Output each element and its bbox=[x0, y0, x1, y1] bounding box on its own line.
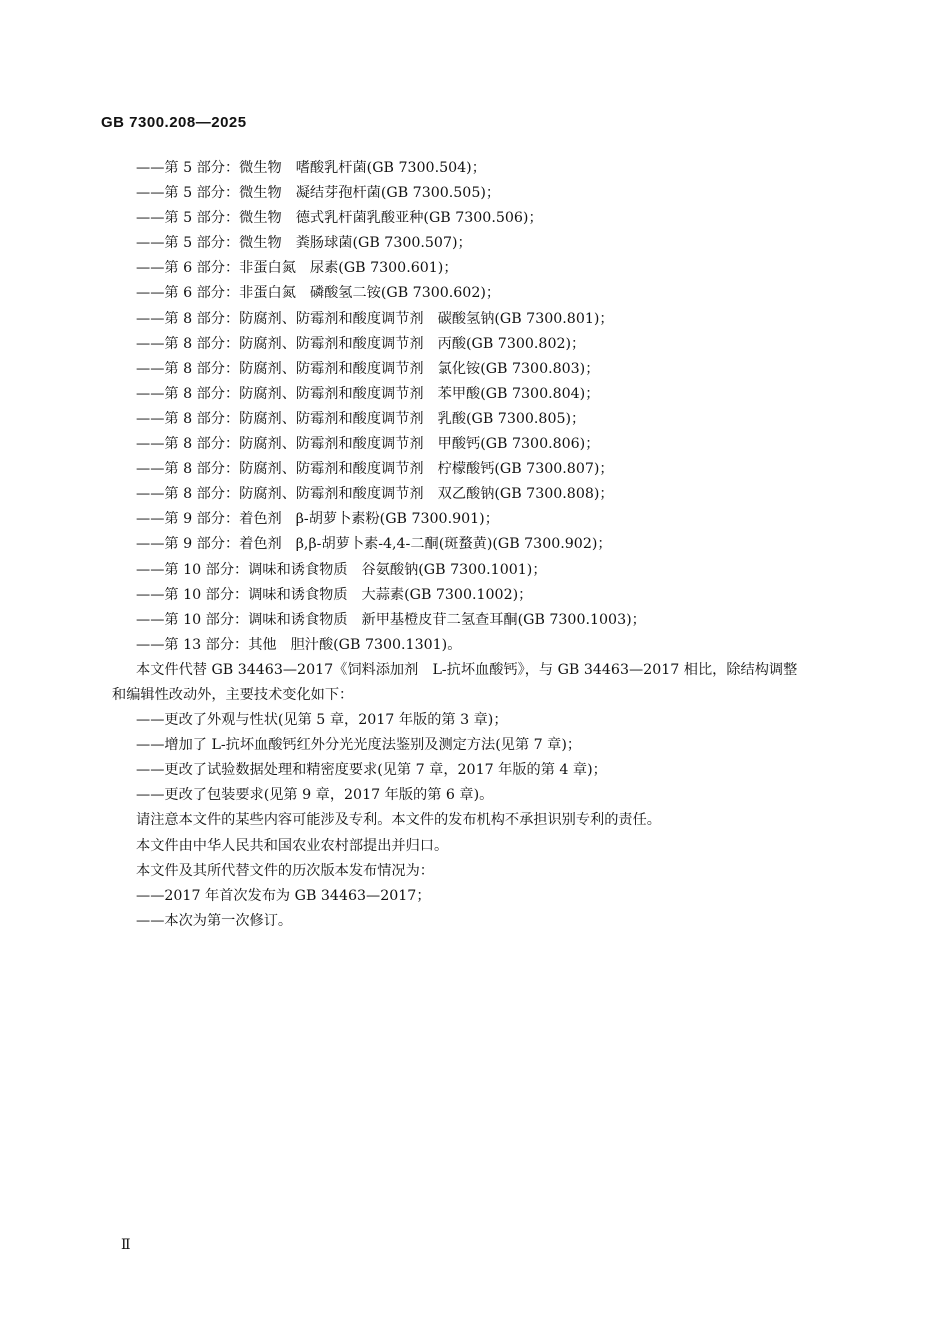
list-item: ——更改了外观与性状(见第 5 章，2017 年版的第 3 章)； bbox=[136, 712, 508, 729]
list-item: ——第 6 部分：非蛋白氮 磷酸氢二铵(GB 7300.602)； bbox=[136, 285, 501, 302]
list-item: ——第 5 部分：微生物 凝结芽孢杆菌(GB 7300.505)； bbox=[136, 185, 501, 202]
list-item: ——第 10 部分：调味和诱食物质 大蒜素(GB 7300.1002)； bbox=[136, 586, 533, 603]
list-item: ——第 8 部分：防腐剂、防霉剂和酸度调节剂 柠檬酸钙(GB 7300.807)； bbox=[136, 461, 614, 478]
list-item: ——第 6 部分：非蛋白氮 尿素(GB 7300.601)； bbox=[136, 260, 458, 277]
list-item: ——第 13 部分：其他 胆汁酸(GB 7300.1301)。 bbox=[136, 636, 462, 653]
list-item: ——第 5 部分：微生物 嗜酸乳杆菌(GB 7300.504)； bbox=[136, 160, 486, 176]
history-list bbox=[112, 884, 842, 934]
list-item: ——更改了包装要求(见第 9 章，2017 年版的第 6 章)。 bbox=[136, 787, 494, 804]
list-item: ——增加了 L-抗坏血酸钙红外分光光度法鉴别及测定方法(见第 7 章)； bbox=[136, 737, 582, 754]
patent-note: 请注意本文件的某些内容可能涉及专利。本文件的发布机构不承担识别专利的责任。 bbox=[136, 812, 661, 829]
document-body bbox=[112, 156, 842, 934]
replacement-paragraph-line-2: 和编辑性改动外，主要技术变化如下： bbox=[112, 686, 354, 703]
list-item: ——第 8 部分：防腐剂、防霉剂和酸度调节剂 碳酸氢钠(GB 7300.801)； bbox=[136, 310, 614, 327]
part-list bbox=[112, 156, 842, 658]
proposer-statement: 本文件由中华人民共和国农业农村部提出并归口。 bbox=[136, 837, 449, 854]
list-item: ——第 8 部分：防腐剂、防霉剂和酸度调节剂 丙酸(GB 7300.802)； bbox=[136, 335, 586, 352]
list-item: ——第 8 部分：防腐剂、防霉剂和酸度调节剂 双乙酸钠(GB 7300.808)； bbox=[136, 486, 614, 503]
list-item: ——第 9 部分：着色剂 β,β-胡萝卜素-4,4-二酮(斑蝥黄)(GB 7300.902)； bbox=[136, 536, 612, 553]
document-id-header: GB 7300.208—2025 bbox=[101, 114, 247, 131]
list-item: ——第 8 部分：防腐剂、防霉剂和酸度调节剂 甲酸钙(GB 7300.806)； bbox=[136, 436, 600, 453]
list-item: ——第 9 部分：着色剂 β-胡萝卜素粉(GB 7300.901)； bbox=[136, 511, 499, 528]
list-item: ——2017 年首次发布为 GB 34463—2017； bbox=[136, 887, 431, 904]
list-item: ——第 10 部分：调味和诱食物质 谷氨酸钠(GB 7300.1001)； bbox=[136, 561, 547, 578]
changes-list bbox=[112, 708, 842, 808]
list-item: ——更改了试验数据处理和精密度要求(见第 7 章，2017 年版的第 4 章)； bbox=[136, 762, 607, 779]
list-item: ——第 8 部分：防腐剂、防霉剂和酸度调节剂 乳酸(GB 7300.805)； bbox=[136, 410, 586, 427]
list-item: ——第 10 部分：调味和诱食物质 新甲基橙皮苷二氢查耳酮(GB 7300.1003)； bbox=[136, 611, 646, 628]
list-item: ——第 8 部分：防腐剂、防霉剂和酸度调节剂 氯化铵(GB 7300.803)； bbox=[136, 360, 600, 377]
list-item: ——第 8 部分：防腐剂、防霉剂和酸度调节剂 苯甲酸(GB 7300.804)； bbox=[136, 385, 600, 402]
list-item: ——本次为第一次修订。 bbox=[136, 912, 293, 929]
history-intro: 本文件及其所代替文件的历次版本发布情况为： bbox=[136, 862, 434, 879]
replacement-paragraph-line-1: 本文件代替 GB 34463—2017《饲料添加剂 L-抗坏血酸钙》，与 GB 34463—2017 相比，除结构调整 bbox=[136, 661, 798, 678]
list-item: ——第 5 部分：微生物 粪肠球菌(GB 7300.507)； bbox=[136, 235, 472, 252]
list-item: ——第 5 部分：微生物 德式乳杆菌乳酸亚种(GB 7300.506)； bbox=[136, 210, 543, 227]
page-number: Ⅱ bbox=[121, 1237, 131, 1253]
